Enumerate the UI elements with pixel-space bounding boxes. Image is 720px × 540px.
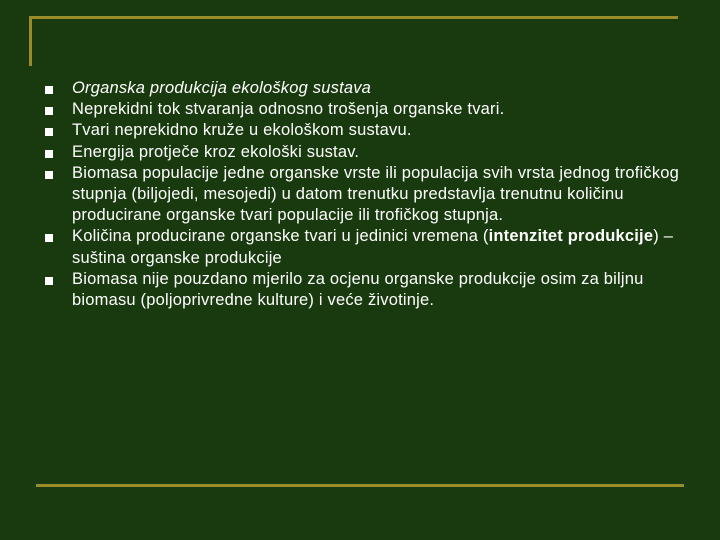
bullet-item xyxy=(42,120,690,141)
bullet-text: Neprekidni tok stvaranja odnosno trošenja organske tvari. xyxy=(72,100,505,119)
bullet-text: Organska produkcija ekološkog sustava xyxy=(72,79,372,97)
top-vertical-rule xyxy=(29,16,32,66)
square-bullet-icon xyxy=(45,86,53,94)
bullet-text-after: ) – suština organske produkcije xyxy=(72,227,674,267)
bullet-item xyxy=(42,99,690,120)
bullet-item xyxy=(42,226,690,268)
bullet-text-before: Količina producirane organske tvari u jedinici vremena ( xyxy=(72,227,489,246)
bottom-horizontal-rule xyxy=(36,484,684,487)
bullet-list xyxy=(42,78,690,311)
bullet-text: Tvari neprekidno kruže u ekološkom sustavu. xyxy=(72,121,412,140)
square-bullet-icon xyxy=(45,128,53,136)
bullet-text: Biomasa populacije jedne organske vrste ili populacija svih vrsta jednog trofičkog stupnja (biljojedi, mesojedi) u datom trenutku predstavlja trenutnu količinu producirane organske tvari populacije ili trofičkog stupnja. xyxy=(72,163,680,225)
square-bullet-icon xyxy=(45,171,53,179)
square-bullet-icon xyxy=(45,150,53,158)
bullet-item xyxy=(42,269,690,311)
bullet-text: Biomasa nije pouzdano mjerilo za ocjenu organske produkcije osim za biljnu biomasu (poljoprivredne kulture) i veće životinje. xyxy=(72,269,644,310)
square-bullet-icon xyxy=(45,234,53,242)
bullet-text-bold: intenzitet produkcije xyxy=(488,227,654,246)
top-horizontal-rule xyxy=(29,16,678,19)
square-bullet-icon xyxy=(45,107,53,115)
bullet-item-title xyxy=(42,78,690,99)
bullet-text: Energija protječe kroz ekološki sustav. xyxy=(72,142,360,161)
bullet-item xyxy=(42,163,690,227)
bullet-item xyxy=(42,142,690,163)
square-bullet-icon xyxy=(45,277,53,285)
